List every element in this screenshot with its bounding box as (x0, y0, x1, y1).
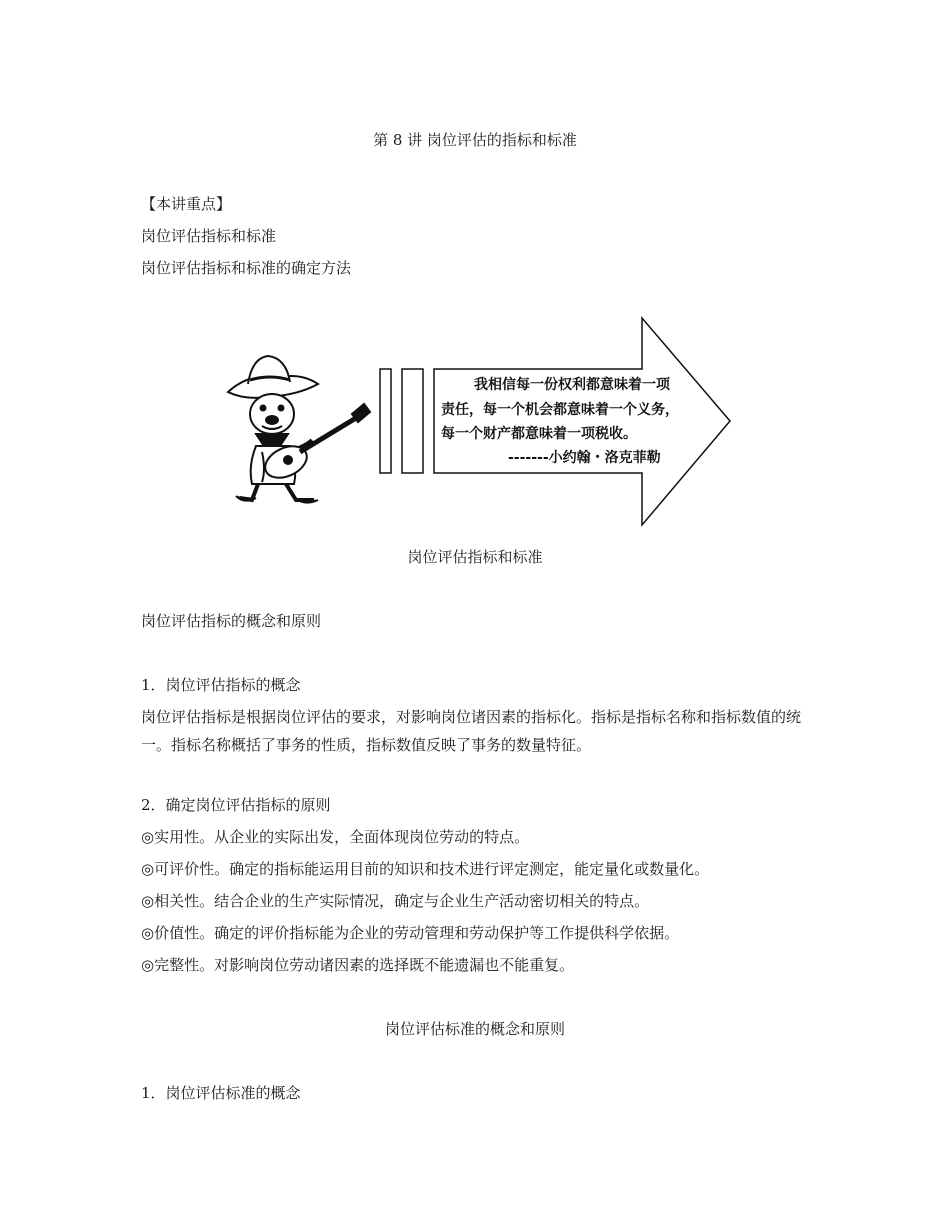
quote-attribution: -------小约翰・洛克菲勒 (508, 450, 661, 466)
key-point-item: 岗位评估指标和标准的确定方法 (141, 259, 352, 277)
principle-item: ◎可评价性。确定的指标能运用目前的知识和技术进行评定测定，能定量化或数量化。 (141, 860, 710, 878)
key-point-item: 岗位评估指标和标准 (141, 227, 277, 245)
page-title: 第 8 讲 岗位评估的指标和标准 (373, 131, 577, 149)
key-points-heading: 【本讲重点】 (141, 195, 232, 213)
paragraph: 岗位评估指标是根据岗位评估的要求，对影响岗位诸因素的指标化。指标是指标名称和指标数值的统一。指标名称概括了事务的性质，指标数值反映了事务的数量特征。 (141, 708, 802, 754)
subsection-title: 2．确定岗位评估指标的原则 (141, 796, 331, 814)
subsection-title: 1．岗位评估标准的概念 (141, 1084, 301, 1102)
quote-line: 每一个财产都意味着一项税收。 (441, 426, 637, 442)
quote-arrow (434, 318, 730, 525)
cowboy-guitarist-illustration (228, 356, 370, 503)
figure-caption: 岗位评估指标和标准 (407, 548, 543, 566)
divider-bar (402, 369, 423, 473)
principle-item: ◎实用性。从企业的实际出发，全面体现岗位劳动的特点。 (141, 828, 530, 846)
principle-item: ◎价值性。确定的评价指标能为企业的劳动管理和劳动保护等工作提供科学依据。 (141, 924, 680, 942)
quote-line: 我相信每一份权利都意味着一项 (474, 377, 670, 393)
subsection-title: 1．岗位评估指标的概念 (141, 676, 301, 694)
section-heading: 岗位评估标准的概念和原则 (384, 1020, 565, 1038)
section-heading: 岗位评估指标的概念和原则 (141, 612, 322, 630)
principle-item: ◎相关性。结合企业的生产实际情况，确定与企业生产活动密切相关的特点。 (141, 892, 650, 910)
divider-bar (380, 369, 391, 473)
principle-item: ◎完整性。对影响岗位劳动诸因素的选择既不能遗漏也不能重复。 (141, 956, 575, 974)
quote-line: 责任，每一个机会都意味着一个义务， (441, 402, 679, 418)
